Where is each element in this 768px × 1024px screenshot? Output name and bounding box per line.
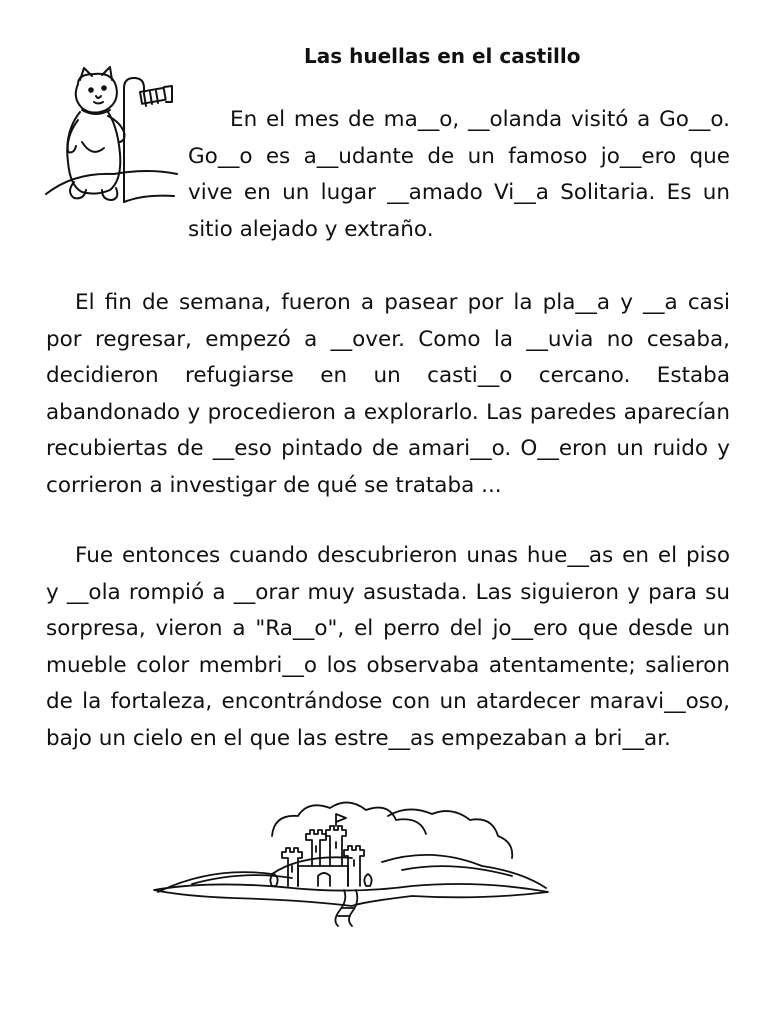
document-title: Las huellas en el castillo — [304, 44, 581, 68]
paragraph-3: Fue entonces cuando descubrieron unas hue__as en el piso y __ola rompió a __orar muy asustada. Las siguieron y para su sorpresa, vieron a "Ra__o", el perro del jo__ero que desde un mueble color membri__o los observaba atentamente; salieron de la fortaleza, encontrándose con un atardecer maravi__oso, bajo un cielo en el que las estre__as empezaban a bri__ar. — [46, 543, 730, 751]
castle-illustration — [152, 796, 550, 928]
paragraph-2: El fin de semana, fueron a pasear por la pla__a y __a casi por regresar, empezó a __over. Como la __uvia no cesaba, decidieron refugiarse en un casti__o cercano. Estaba abandonado y procedieron a explorarlo. Las paredes aparecían recubiertas de __eso pintado de amari__o. O__eron un ruido y corrieron a investigar de qué se trataba ... — [46, 290, 730, 498]
illustration-spacer — [46, 102, 188, 212]
paragraph-1 — [46, 102, 730, 248]
paragraph-1-text: En el mes de ma__o, __olanda visitó a Go__o. Go__o es a__udante de un famoso jo__ero que vive en un lugar __amado Vi__a Solitaria. Es un sitio alejado y extraño. — [188, 107, 730, 242]
